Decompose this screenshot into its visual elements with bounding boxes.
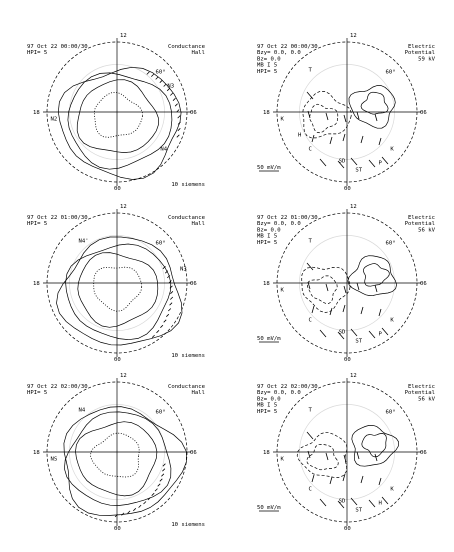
- electric-field-vector: [312, 475, 314, 482]
- conductance-vector: [173, 98, 176, 101]
- potential-contour-positive: [361, 92, 388, 114]
- panel-header-text: 97 Oct 22 01:00/30: [27, 215, 88, 221]
- conductance-contour: [58, 67, 181, 179]
- conductance-vector: [178, 128, 181, 131]
- panel-header-text: 97 Oct 22 00:00/30: [27, 44, 88, 50]
- panel-header-text: Bzy= 0.0, 0.0: [257, 221, 301, 228]
- electric-field-vector: [369, 160, 375, 167]
- panel-header-right-text: Hall: [191, 221, 205, 228]
- conductance-contour: [76, 422, 157, 496]
- hour-label-06: 06: [420, 110, 427, 116]
- station-marker: K: [390, 146, 394, 153]
- electric-field-vector: [361, 476, 363, 483]
- electric-field-vector: [379, 138, 381, 145]
- panel-header-right-text: Electric: [408, 44, 435, 50]
- scale-label: 50 mV/m: [257, 505, 281, 511]
- electric-field-vector: [382, 497, 388, 504]
- electric-field-vector: [344, 286, 346, 293]
- map-panel-conductance: [27, 373, 206, 532]
- station-marker: H: [378, 500, 382, 507]
- conductance-vector: [156, 77, 159, 80]
- electric-field-vector: [357, 112, 359, 119]
- electric-field-vector: [357, 283, 359, 290]
- panel-header-text: 97 Oct 22 00:00/30: [257, 44, 318, 50]
- potential-contour-negative: [307, 444, 339, 470]
- panel-header-right-text: Potential: [404, 390, 435, 397]
- hour-label-06: 06: [190, 110, 197, 116]
- conductance-vector: [177, 110, 180, 113]
- conductance-contour: [66, 244, 171, 340]
- conductance-vector: [160, 479, 163, 482]
- panel-header-text: HPI= 5: [27, 50, 48, 57]
- hour-label-06: 06: [420, 450, 427, 456]
- conductance-vector: [170, 303, 173, 306]
- station-marker: P: [378, 160, 382, 167]
- panel-header-text: HPI= 5: [27, 221, 48, 228]
- hour-label-18: 18: [263, 281, 270, 287]
- electric-field-vector: [361, 136, 363, 143]
- electric-field-vector: [369, 500, 375, 507]
- map-panel-potential: [257, 33, 436, 192]
- station-marker: ST: [355, 167, 363, 174]
- electric-field-vector: [375, 454, 377, 461]
- conductance-vector: [147, 72, 150, 75]
- station-marker: N3: [167, 83, 175, 90]
- panel-header-right-text: 56 kV: [418, 227, 435, 234]
- hour-label-18: 18: [33, 450, 40, 456]
- conductance-vector: [170, 291, 173, 294]
- conductance-vector: [157, 330, 160, 333]
- conductance-vector: [160, 80, 163, 83]
- hour-label-00: 00: [114, 526, 121, 532]
- hour-label-06: 06: [190, 450, 197, 456]
- station-marker: ST: [355, 507, 363, 514]
- map-panel-conductance: [27, 33, 206, 192]
- electric-field-vector: [326, 453, 328, 460]
- electric-field-vector: [382, 157, 388, 164]
- map-panel-potential: [257, 204, 436, 363]
- hour-label-00: 00: [344, 357, 351, 363]
- station-marker: K: [280, 116, 284, 123]
- conductance-vector: [151, 74, 154, 77]
- conductance-vector: [152, 493, 155, 496]
- panel-header-right-text: Conductance: [167, 44, 205, 50]
- conductance-contour-low: [94, 267, 142, 311]
- station-marker: C: [308, 486, 312, 493]
- electric-field-vector: [379, 478, 381, 485]
- station-marker: NS: [50, 456, 58, 463]
- electric-field-vector: [369, 331, 375, 338]
- panel-header-right-text: Electric: [408, 215, 435, 221]
- station-marker: N4: [160, 146, 168, 153]
- electric-field-vector: [357, 452, 359, 459]
- panel-header-text: HPI= 5: [257, 408, 278, 415]
- scale-label: 10 siemens: [171, 353, 205, 359]
- electric-field-vector: [343, 305, 345, 312]
- conductance-vector: [177, 135, 180, 138]
- latitude-label: 60°: [385, 69, 396, 76]
- electric-field-vector: [307, 432, 313, 439]
- latitude-label: 60°: [155, 69, 166, 76]
- hour-label-12: 12: [350, 204, 357, 210]
- hour-label-00: 00: [114, 186, 121, 192]
- station-marker: H: [298, 132, 302, 139]
- conductance-vector: [175, 104, 178, 107]
- panel-header-right-text: Hall: [191, 50, 205, 57]
- conductance-vector: [161, 474, 164, 477]
- scale-label: 50 mV/m: [257, 336, 281, 342]
- potential-contour-positive: [352, 425, 399, 466]
- panel-header-text: Bz= 0.0: [257, 227, 281, 234]
- panel-header-text: 97 Oct 22 01:00/30: [257, 215, 318, 221]
- conductance-contour: [68, 73, 175, 169]
- electric-field-vector: [312, 135, 314, 142]
- electric-field-vector: [320, 159, 326, 166]
- panel-header-right-text: Conductance: [167, 384, 205, 390]
- hour-label-00: 00: [344, 186, 351, 192]
- panel-header-text: 97 Oct 22 02:00/30: [27, 384, 88, 390]
- conductance-vector: [164, 84, 167, 87]
- station-marker: SD: [338, 158, 346, 165]
- station-marker: N4: [78, 407, 86, 414]
- conductance-vector: [139, 505, 142, 508]
- station-marker: N4': [78, 238, 89, 245]
- station-marker: C: [308, 146, 312, 153]
- station-marker: T: [308, 67, 312, 74]
- conductance-vector: [166, 314, 169, 317]
- station-marker: N2: [50, 116, 58, 123]
- panel-header-text: HPI= 5: [257, 239, 278, 246]
- station-marker: K: [280, 456, 284, 463]
- potential-contour-negative: [297, 432, 347, 477]
- conductance-vector: [168, 309, 171, 312]
- electric-field-vector: [330, 137, 332, 144]
- panel-header-right-text: 56 kV: [418, 396, 435, 403]
- hour-label-12: 12: [120, 373, 127, 379]
- conductance-vector: [128, 511, 131, 514]
- electric-field-vector: [344, 115, 346, 122]
- station-marker: K: [390, 486, 394, 493]
- hour-label-06: 06: [190, 281, 197, 287]
- station-marker: T: [308, 238, 312, 245]
- latitude-label: 60°: [155, 409, 166, 416]
- station-marker: P: [378, 331, 382, 338]
- station-marker: SD: [338, 329, 346, 336]
- panel-header-right-text: Potential: [404, 221, 435, 228]
- panel-header-text: MB I 5: [257, 62, 278, 69]
- conductance-vector: [178, 116, 181, 119]
- electric-field-vector: [330, 477, 332, 484]
- electric-field-vector: [326, 284, 328, 291]
- latitude-label: 60°: [385, 240, 396, 247]
- potential-contour-positive: [362, 433, 387, 457]
- panel-header-right-text: Electric: [408, 384, 435, 390]
- hour-label-06: 06: [420, 281, 427, 287]
- map-panel-potential: [257, 373, 436, 532]
- panel-header-text: Bz= 0.0: [257, 396, 281, 403]
- conductance-vector: [155, 489, 158, 492]
- electric-field-vector: [375, 114, 377, 121]
- conductance-vector: [144, 502, 147, 505]
- hour-label-18: 18: [263, 110, 270, 116]
- latitude-label: 60°: [385, 409, 396, 416]
- hour-label-18: 18: [263, 450, 270, 456]
- panel-header-text: Bzy= 0.0, 0.0: [257, 50, 301, 57]
- electric-field-vector: [320, 499, 326, 506]
- station-marker: ST: [355, 338, 363, 345]
- electric-field-vector: [361, 307, 363, 314]
- conductance-vector: [164, 320, 167, 323]
- electric-field-vector: [307, 92, 313, 99]
- scale-label: 50 mV/m: [257, 165, 281, 171]
- electric-field-vector: [320, 330, 326, 337]
- conductance-vector: [133, 508, 136, 511]
- electric-field-vector: [343, 134, 345, 141]
- station-marker: C: [308, 317, 312, 324]
- potential-contour-negative: [307, 276, 337, 304]
- electric-field-vector: [307, 263, 313, 270]
- conductance-contour-low: [91, 433, 140, 477]
- hour-label-00: 00: [114, 357, 121, 363]
- potential-contour-negative: [310, 104, 338, 133]
- panel-header-right-text: Hall: [191, 390, 205, 397]
- panel-header-right-text: Potential: [404, 50, 435, 57]
- conductance-contour-low: [94, 92, 142, 137]
- panel-header-right-text: 59 kV: [418, 56, 435, 63]
- scale-label: 10 siemens: [171, 522, 205, 528]
- map-panel-conductance: [27, 204, 206, 363]
- electric-field-vector: [312, 306, 314, 313]
- hour-label-12: 12: [120, 33, 127, 39]
- conductance-vector: [170, 93, 173, 96]
- panel-header-text: 97 Oct 22 02:00/30: [257, 384, 318, 390]
- panel-header-text: HPI= 5: [257, 68, 278, 75]
- panel-header-text: Bz= 0.0: [257, 56, 281, 63]
- hour-label-18: 18: [33, 281, 40, 287]
- station-marker: N3: [180, 266, 187, 273]
- conductance-vector: [170, 297, 173, 300]
- station-marker: K: [390, 317, 394, 324]
- conductance-contour: [77, 80, 158, 153]
- scale-label: 10 siemens: [171, 182, 205, 188]
- hour-label-18: 18: [33, 110, 40, 116]
- conductance-vector: [162, 469, 165, 472]
- panel-header-text: MB I 5: [257, 402, 278, 409]
- conductance-vector: [152, 335, 155, 338]
- hour-label-12: 12: [350, 373, 357, 379]
- conductance-vector: [158, 484, 161, 487]
- station-marker: K: [280, 287, 284, 294]
- electric-field-vector: [375, 285, 377, 292]
- conductance-contour: [57, 237, 183, 345]
- panel-header-right-text: Conductance: [167, 215, 205, 221]
- hour-label-12: 12: [350, 33, 357, 39]
- electric-field-vector: [326, 113, 328, 120]
- station-marker: T: [308, 407, 312, 414]
- conductance-contour: [78, 253, 158, 328]
- electric-field-vector: [382, 328, 388, 335]
- panel-header-text: HPI= 5: [27, 390, 48, 397]
- hour-label-00: 00: [344, 526, 351, 532]
- panel-header-text: MB I 5: [257, 233, 278, 240]
- hour-label-12: 12: [120, 204, 127, 210]
- electric-field-vector: [379, 309, 381, 316]
- conductance-vector: [160, 325, 163, 328]
- latitude-label: 60°: [155, 240, 166, 247]
- panel-header-text: Bzy= 0.0, 0.0: [257, 390, 301, 397]
- station-marker: SD: [338, 498, 346, 505]
